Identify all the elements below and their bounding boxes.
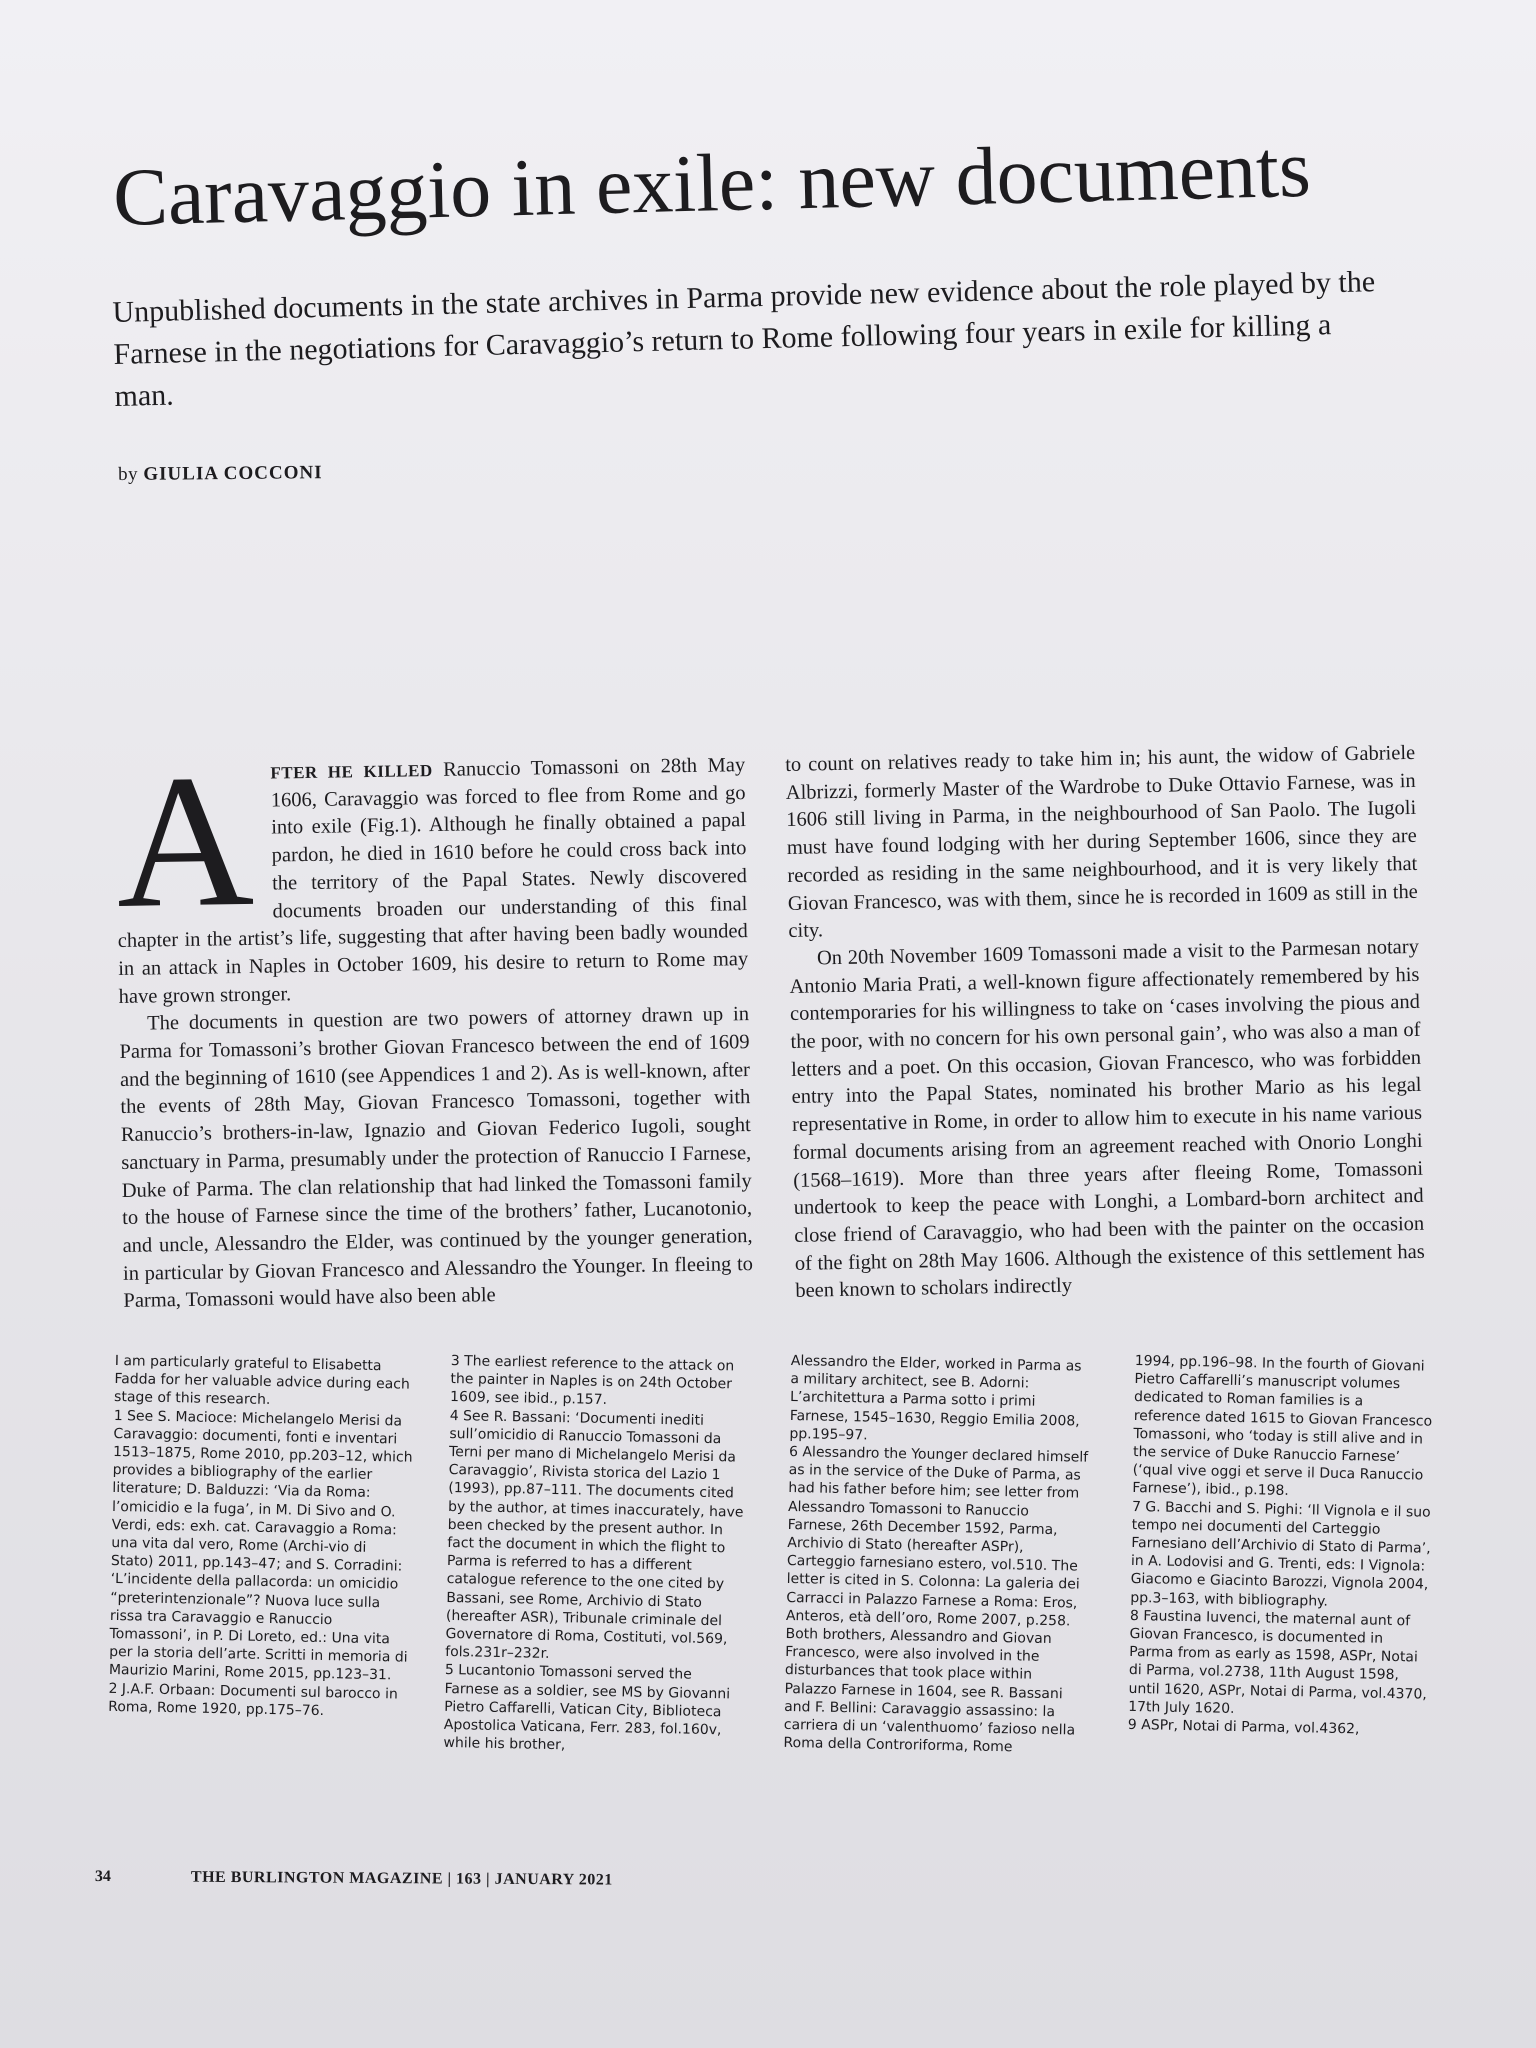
article-title: Caravaggio in exile: new documents <box>112 122 1312 243</box>
footnotes-column-1: I am particularly grateful to Elisabetta Fadda for her valuable advice during each stage of this research. 1 See S. Macioce: Michelangelo Merisi da Caravaggio: documenti, fonti e inventari 1513–1875, Rome 2010, pp.203–12, which provides a bibliography of the earlier literature; D. Balduzzi: ‘Via da Roma: l’omicidio e la fuga’, in M. Di Sivo and O. Verdi, eds: exh. cat. Caravaggio a Roma: una vita dal vero, Rome (Archi-vio di Stato) 2011, pp.143–47; and S. Corradini: ‘L’incidente della pallacorda: un omicidio “preterintenzionale”? Nuova luce sulla rissa tra Caravaggio e Ranuccio Tomassoni’, in P. Di Loreto, ed.: Una vita per la storia dell’arte. Scritti in memoria di Maurizio Marini, Rome 2015, pp.123–31. 2 J.A.F. Orbaan: Documenti sul barocco in Roma, Rome 1920, pp.175–76. <box>108 1352 413 1719</box>
footnotes-column-2: 3 The earliest reference to the attack on the painter in Naples is on 24th October 1609, see ibid., p.157. 4 See R. Bassani: ‘Documenti inediti sull’omicidio di Ranuccio Tomassoni da Terni per mano di Michelangelo Merisi da Caravaggio’, Rivista storica del Lazio 1 (1993), pp.87–111. The documents cited by the author, at times inaccurately, have been checked by the present author. In fact the document in which the flight to Parma is referred to has a different catalogue reference to the one cited by Bassani, see Rome, Archivio di Stato (hereafter ASR), Tribunale criminale del Governatore di Roma, Costituti, vol.569, fols.231r–232r. 5 Lucantonio Tomassoni served the Farnese as a soldier, see MS by Giovanni Pietro Caffarelli, Vatican City, Biblioteca Apostolica Vaticana, Ferr. 283, fol.160v, while his brother, <box>443 1352 744 1754</box>
body-column-2 <box>785 740 1426 1306</box>
page-footer <box>95 1868 795 1891</box>
drop-cap: A <box>114 735 256 948</box>
byline <box>118 462 323 486</box>
byline-prefix: by <box>118 463 139 485</box>
magazine-issue: THE BURLINGTON MAGAZINE | 163 | JANUARY 2021 <box>190 1868 613 1889</box>
footnotes-column-3: Alessandro the Elder, worked in Parma as a military architect, see B. Adorni: L’architettura a Parma sotto i primi Farnese, 1545–1630, Reggio Emilia 2008, pp.195–97. 6 Alessandro the Younger declared himself as in the service of the Duke of Parma, as had his father before him; see letter from Alessandro Tomassoni to Ranuccio Farnese, 26th December 1592, Parma, Archivio di Stato (hereafter ASPr), Carteggio farnesiano estero, vol.510. The letter is cited in S. Colonna: La galeria dei Carracci in Palazzo Farnese a Roma: Eros, Anteros, età dell’oro, Rome 2007, p.258. Both brothers, Alessandro and Giovan Francesco, were also involved in the disturbances that took place within Palazzo Farnese in 1604, see R. Bassani and F. Bellini: Caravaggio assassino: la carriera di un ‘valenthuomo’ fazioso nella Roma della Controriforma, Rome <box>783 1352 1089 1756</box>
author-name: GIULIA COCCONI <box>143 462 323 485</box>
page-number: 34 <box>94 1868 111 1886</box>
lead-in: FTER HE KILLED <box>270 761 433 783</box>
body-paragraph: The documents in question are two powers of attorney drawn up in Parma for Tomassoni’s brother Giovan Francesco between the end of 1609 and the beginning of 1610 (see Appendices 1 and 2). As is well-known, after the events of 28th May, Giovan Francesco Tomassoni, together with Ranuccio’s brothers-in-law, Ignazio and Giovan Federico Iugoli, sought sanctuary in Parma, presumably under the protection of Ranuccio I Farnese, Duke of Parma. The clan relationship that had linked the Tomassoni family to the house of Farnese since the time of the brothers’ father, Lucanotonio, and uncle, Alessandro the Elder, was continued by the younger generation, in particular by Giovan Francesco and Alessandro the Younger. In fleeing to Parma, Tomassoni would have also been able <box>119 1003 754 1313</box>
body-paragraph: to count on relatives ready to take him in; his aunt, the widow of Gabriele Albrizzi, formerly Master of the Wardrobe to Duke Ottavio Farnese, was in 1606 still living in Parma, in the neighbourhood of San Paolo. The Iugoli must have found lodging with her during September 1606, since they are recorded as residing in the same neighbourhood, and it is very likely that Giovan Francesco, was with them, since he is recorded in 1609 as still in the city. <box>785 741 1419 943</box>
article-standfirst: Unpublished documents in the state archives in Parma provide new evidence about the role played by the Farnese in the negotiations for Caravaggio’s return to Rome following four years in exile for killing a man. <box>112 265 1376 413</box>
body-paragraph <box>114 735 749 1011</box>
body-paragraph: On 20th November 1609 Tomassoni made a visit to the Parmesan notary Antonio Maria Prati, a well-known figure affectionately remembered by his contemporaries for his willingness to take on ‘cases involving the pious and the poor, with no concern for his own personal gain’, who was also a man of letters and a poet. On this occasion, Giovan Francesco, who was forbidden entry into the Papal States, nominated his brother Mario as his legal representative in Rome, in order to allow him to execute in his name various formal documents arising from an agreement reached with Onorio Longhi (1568–1619). More than three years after fleeing Rome, Tomassoni undertook to keep the peace with Longhi, a Lombard-born architect and close friend of Caravaggio, who had been with the painter on the occasion of the fight on 28th May 1606. Although the existence of this settlement has been known to scholars indirectly <box>789 935 1425 1303</box>
body-text: Ranuccio Tomassoni on 28th May 1606, Caravaggio was forced to flee from Rome and go into exile (Fig.1). Although he finally obtained a papal pardon, he died in 1610 before he could cross back into the territory of the Papal States. Newly discovered documents broaden our understanding of this final chapter in the artist’s life, suggesting that after having been badly wounded in an attack in Naples in October 1609, his desire to return to Rome may have grown stronger. <box>117 754 749 1008</box>
body-column-1 <box>114 735 754 1316</box>
footnotes-column-4: 1994, pp.196–98. In the fourth of Giovani Pietro Caffarelli’s manuscript volumes dedicated to Roman families is a reference dated 1615 to Giovan Francesco Tomassoni, who ‘today is still alive and in the service of Duke Ranuccio Farnese’ (‘qual vive oggi et serve il Duca Ranuccio Farnese’), ibid., p.198. 7 G. Bacchi and S. Pighi: ‘Il Vignola e il suo tempo nei documenti del Carteggio Farnesiano dell’Archivio di Stato di Parma’, in A. Lodovisi and G. Trenti, eds: I Vignola: Giacomo e Giacinto Barozzi, Vignola 2004, pp.3–163, with bibliography. 8 Faustina Iuvenci, the maternal aunt of Giovan Francesco, is documented in Parma from as early as 1598, ASPr, Notai di Parma, vol.2738, 11th August 1598, until 1620, ASPr, Notai di Parma, vol.4370, 17th July 1620. 9 ASPr, Notai di Parma, vol.4362, <box>1127 1352 1433 1738</box>
